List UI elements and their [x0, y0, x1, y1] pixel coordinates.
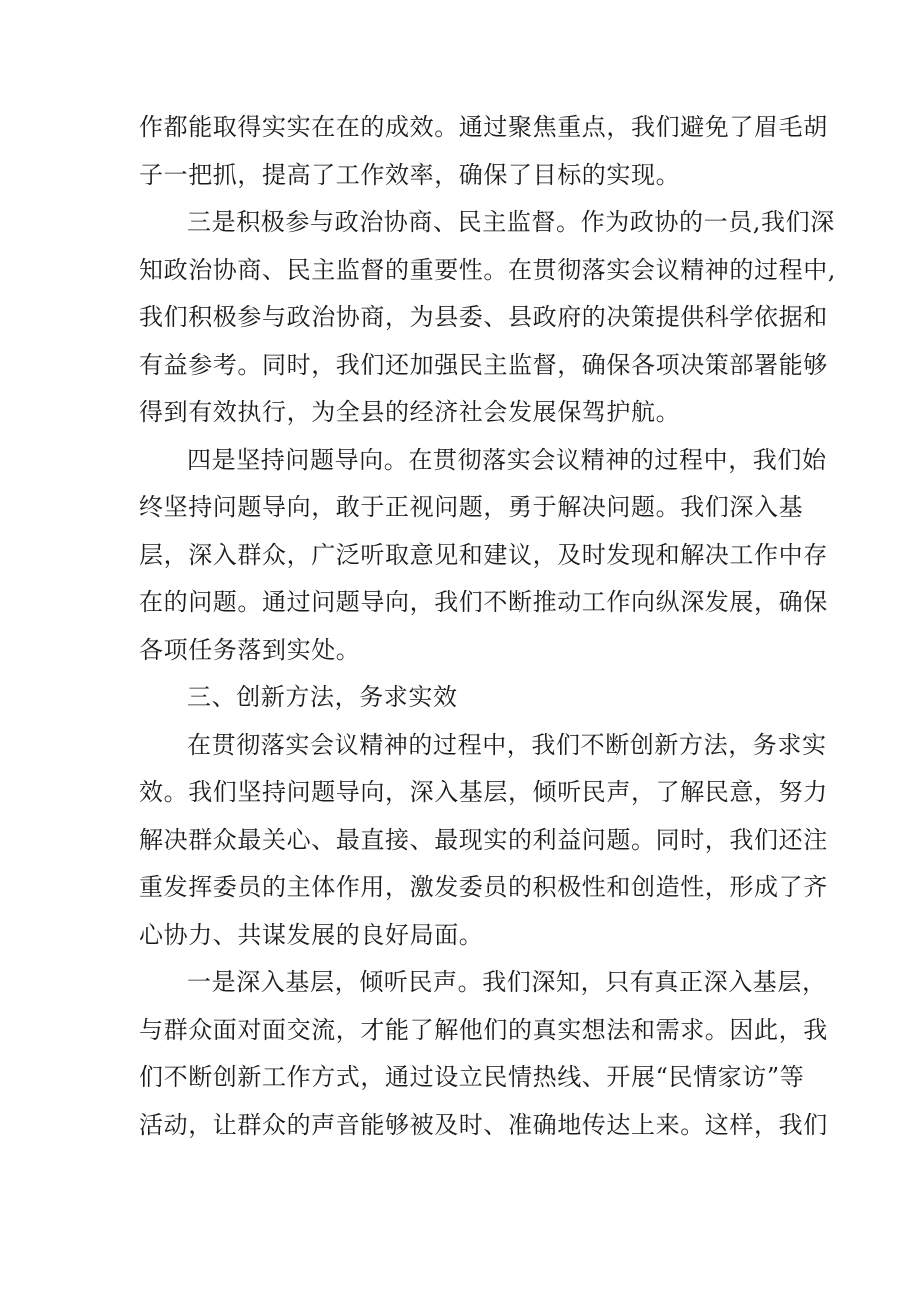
text-line: 心协力、共谋发展的良好局面。 [139, 920, 484, 949]
text-line: 在的问题。通过问题导向，我们不断推动工作向纵深发展，确保 [139, 588, 828, 616]
text-line: 终坚持问题导向，敢于正视问题，勇于解决问题。我们深入基 [139, 493, 804, 521]
text-line: 四是坚持问题导向。在贯彻落实会议精神的过程中，我们始 [187, 445, 827, 474]
text-line: 一是深入基层，倾听民声。我们深知，只有真正深入基层， [187, 968, 827, 996]
text-line: 重发挥委员的主体作用，激发委员的积极性和创造性，形成了齐 [139, 873, 828, 901]
text-line: 得到有效执行，为全县的经济社会发展保驾护航。 [139, 398, 681, 426]
text-line: 各项任务落到实处。 [139, 635, 361, 664]
text-line: 三是积极参与政治协商、民主监督。作为政协的一员,我们深 [187, 208, 835, 236]
text-line: 效。我们坚持问题导向，深入基层，倾听民声，了解民意，努力 [139, 778, 828, 806]
text-line: 子一把抓，提高了工作效率，确保了目标的实现。 [139, 160, 681, 189]
text-line: 层，深入群众，广泛听取意见和建议，及时发现和解决工作中存 [139, 540, 828, 569]
text-line: 活动，让群众的声音能够被及时、准确地传达上来。这样，我们 [139, 1110, 828, 1139]
text-line: 解决群众最关心、最直接、最现实的利益问题。同时，我们还注 [139, 825, 828, 854]
text-line: 我们积极参与政治协商，为县委、县政府的决策提供科学依据和 [139, 303, 828, 331]
text-line: 与群众面对面交流，才能了解他们的真实想法和需求。因此，我 [139, 1015, 828, 1044]
text-line: 在贯彻落实会议精神的过程中，我们不断创新方法，务求实 [187, 730, 827, 759]
text-line: 们不断创新工作方式，通过设立民情热线、开展“民情家访”等 [139, 1063, 805, 1091]
document-body-text [139, 104, 837, 1149]
text-line: 有益参考。同时，我们还加强民主监督，确保各项决策部署能够 [139, 350, 828, 379]
section-heading: 三、创新方法，务求实效 [187, 683, 458, 711]
text-line: 知政治协商、民主监督的重要性。在贯彻落实会议精神的过程中, [139, 255, 837, 284]
text-line: 作都能取得实实在在的成效。通过聚焦重点，我们避免了眉毛胡 [139, 113, 828, 141]
